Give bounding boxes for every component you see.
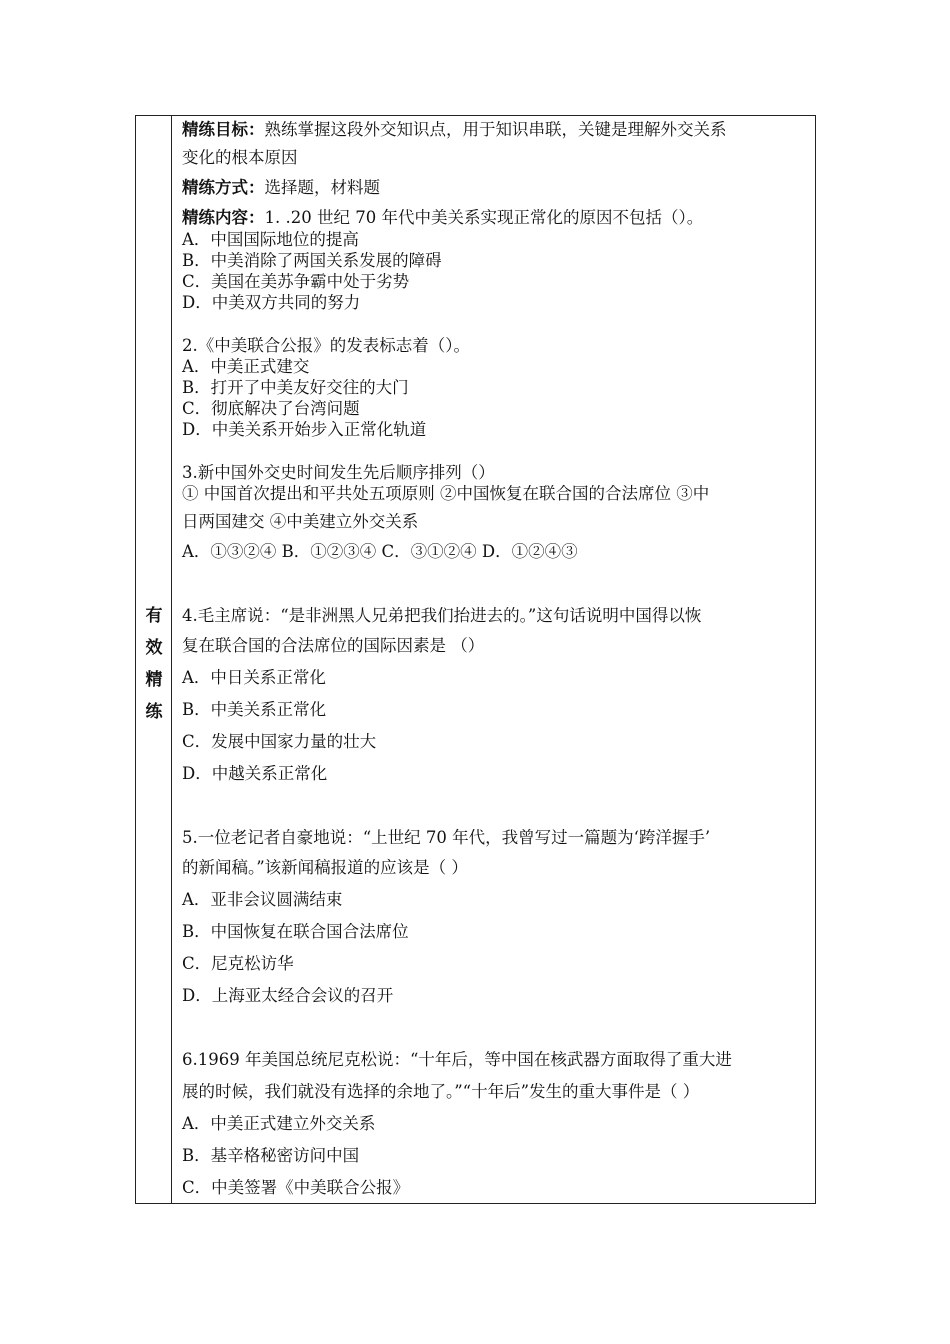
q5-option-a: A．亚非会议圆满结束 [182,890,343,909]
goal-text: 熟练掌握这段外交知识点，用于知识串联，关键是理解外交关系 [264,120,727,139]
section-label-char: 精 [145,670,163,690]
q6-stem: 6.1969 年美国总统尼克松说：“十年后，等中国在核武器方面取得了重大进 [182,1050,732,1069]
q3-stem: 3.新中国外交史时间发生先后顺序排列（） [182,463,495,482]
exercise-table [135,115,816,1204]
q1-option-a: A．中国国际地位的提高 [182,230,359,249]
q1-option-c: C．美国在美苏争霸中处于劣势 [182,272,410,291]
method-line [182,174,380,198]
section-label-cell [136,116,172,1203]
q1-option-b: B．中美消除了两国关系发展的障碍 [182,251,442,270]
method-text: 选择题，材料题 [264,178,380,197]
section-label-char: 练 [145,702,163,722]
q2-option-c: C．彻底解决了台湾问题 [182,399,360,418]
q3-options: A．①③②④ B．①②③④ C．③①②④ D．①②④③ [182,542,578,561]
method-label: 精练方式： [182,178,265,197]
question-1-stem: 1. .20 世纪 70 年代中美关系实现正常化的原因不包括（）。 [264,208,704,227]
content-label: 精练内容： [182,208,265,227]
section-label-char: 有 [145,606,163,626]
section-label-char: 效 [145,638,163,658]
goal-text-continued: 变化的根本原因 [182,148,298,167]
q2-option-b: B．打开了中美友好交往的大门 [182,378,409,397]
q4-stem-continued: 复在联合国的合法席位的国际因素是 （） [182,636,485,655]
q3-events-line-2: 日两国建交 ④中美建立外交关系 [182,512,419,531]
q5-option-b: B．中国恢复在联合国合法席位 [182,922,409,941]
q5-option-d: D．上海亚太经合会议的召开 [182,986,394,1005]
goal-line [182,116,727,140]
q6-option-b: B．基辛格秘密访问中国 [182,1146,360,1165]
q2-option-a: A．中美正式建交 [182,357,310,376]
q1-option-d: D．中美双方共同的努力 [182,293,361,312]
goal-label: 精练目标： [182,120,265,139]
q4-option-b: B．中美关系正常化 [182,700,327,719]
q4-stem: 4.毛主席说：“是非洲黑人兄弟把我们抬进去的。”这句话说明中国得以恢 [182,606,702,625]
q6-option-a: A．中美正式建立外交关系 [182,1114,376,1133]
q4-option-c: C．发展中国家力量的壮大 [182,732,377,751]
q6-stem-continued: 展的时候，我们就没有选择的余地了。”“十年后”发生的重大事件是（ ） [182,1082,700,1101]
q2-stem: 2.《中美联合公报》的发表标志着（）。 [182,336,470,355]
q5-stem: 5.一位老记者自豪地说：“上世纪 70 年代，我曾写过一篇题为‘跨洋握手’ [182,828,711,847]
q2-option-d: D．中美关系开始步入正常化轨道 [182,420,427,439]
content-line [182,204,703,228]
q4-option-d: D．中越关系正常化 [182,764,328,783]
section-label [136,600,172,728]
q3-events-line-1: ① 中国首次提出和平共处五项原则 ②中国恢复在联合国的合法席位 ③中 [182,484,710,503]
q4-option-a: A．中日关系正常化 [182,668,326,687]
q6-option-c: C．中美签署《中美联合公报》 [182,1178,410,1197]
q5-option-c: C．尼克松访华 [182,954,294,973]
q5-stem-continued: 的新闻稿。”该新闻稿报道的应该是（ ） [182,858,468,877]
